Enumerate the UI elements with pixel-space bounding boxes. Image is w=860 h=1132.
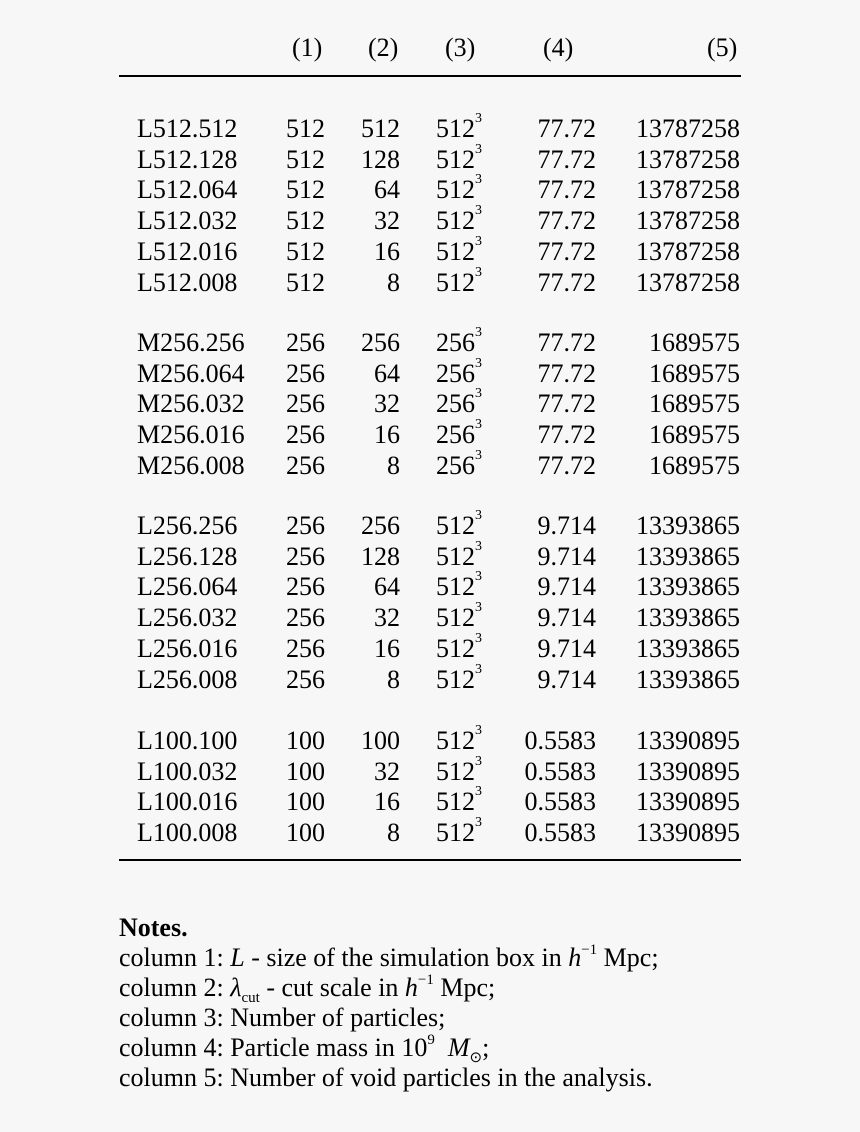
cell-void-particles: 13787258 xyxy=(636,267,740,297)
col-header-1: (1) xyxy=(292,33,323,62)
cell-particles: $512^3$ xyxy=(436,630,482,663)
cell-particles: $512^3$ xyxy=(436,753,482,786)
cell-particle-mass: 9.714 xyxy=(537,664,596,694)
cell-void-particles: 1689575 xyxy=(649,328,740,357)
cell-box-size: 512 xyxy=(286,236,325,266)
cell-particle-mass: 77.72 xyxy=(537,450,596,480)
cell-box-size: 256 xyxy=(286,664,325,694)
cell-particles: $512^3$ xyxy=(436,111,482,143)
table-row xyxy=(0,723,860,757)
note-column-1: column 1: L - size of the simulation box in $h^{-1}$ Mpc; xyxy=(119,942,659,972)
cell-box-size: 256 xyxy=(286,633,325,663)
cell-cut-scale: 32 xyxy=(374,603,400,633)
cell-name: L256.256 xyxy=(137,511,238,540)
cell-box-size: 256 xyxy=(286,328,325,357)
cell-name: L512.016 xyxy=(137,236,238,266)
cell-name: L256.016 xyxy=(137,633,238,663)
cell-void-particles: 13393865 xyxy=(636,664,740,694)
cell-box-size: 256 xyxy=(286,358,325,388)
cell-box-size: 256 xyxy=(286,603,325,633)
cell-particle-mass: 77.72 xyxy=(537,236,596,266)
cell-box-size: 100 xyxy=(286,726,325,755)
cell-particles: $512^3$ xyxy=(436,815,482,848)
cell-name: L100.016 xyxy=(137,787,238,817)
cell-void-particles: 13393865 xyxy=(636,603,740,633)
cell-particle-mass: 77.72 xyxy=(537,144,596,174)
cell-particle-mass: 9.714 xyxy=(537,572,596,602)
cell-void-particles: 13393865 xyxy=(636,511,740,540)
cell-void-particles: 13393865 xyxy=(636,572,740,602)
cell-particles: $256^3$ xyxy=(436,447,482,480)
cell-box-size: 512 xyxy=(286,175,325,205)
cell-name: L100.032 xyxy=(137,756,238,786)
cell-particles: $512^3$ xyxy=(436,141,482,174)
cell-void-particles: 13787258 xyxy=(636,236,740,266)
cell-cut-scale: 256 xyxy=(361,328,400,357)
cell-particle-mass: 77.72 xyxy=(537,267,596,297)
cell-cut-scale: 64 xyxy=(374,358,400,388)
cell-cut-scale: 8 xyxy=(387,450,400,480)
cell-box-size: 512 xyxy=(286,267,325,297)
cell-particles: $512^3$ xyxy=(436,661,482,694)
table-row xyxy=(0,784,860,818)
cell-name: M256.016 xyxy=(137,420,245,450)
cell-particles: $512^3$ xyxy=(436,264,482,297)
cell-cut-scale: 64 xyxy=(374,175,400,205)
table-row xyxy=(0,386,860,420)
cell-name: L256.032 xyxy=(137,603,238,633)
cell-name: M256.008 xyxy=(137,450,245,480)
table-row xyxy=(0,538,860,573)
cell-cut-scale: 32 xyxy=(374,756,400,786)
col-header-3: (3) xyxy=(445,33,476,62)
cell-cut-scale: 128 xyxy=(361,541,400,571)
cell-particle-mass: 77.72 xyxy=(537,206,596,236)
bottom-rule xyxy=(119,859,741,861)
cell-cut-scale: 100 xyxy=(361,726,400,755)
col-header-5: (5) xyxy=(707,33,738,62)
cell-void-particles: 13390895 xyxy=(636,726,740,755)
cell-void-particles: 13390895 xyxy=(636,818,740,848)
cell-cut-scale: 8 xyxy=(387,818,400,848)
cell-particles: $256^3$ xyxy=(436,355,482,388)
table-row xyxy=(0,203,860,237)
cell-particle-mass: 77.72 xyxy=(537,114,596,143)
table-row xyxy=(0,233,860,268)
cell-particles: $512^3$ xyxy=(436,538,482,571)
cell-void-particles: 1689575 xyxy=(649,450,740,480)
cell-void-particles: 13787258 xyxy=(636,175,740,205)
table-row xyxy=(0,630,860,665)
cell-particle-mass: 9.714 xyxy=(537,603,596,633)
cell-box-size: 100 xyxy=(286,756,325,786)
cell-name: M256.256 xyxy=(137,328,245,357)
cell-particles: $512^3$ xyxy=(436,203,482,236)
cell-cut-scale: 16 xyxy=(374,420,400,450)
cell-void-particles: 13393865 xyxy=(636,633,740,663)
cell-void-particles: 13390895 xyxy=(636,787,740,817)
cell-box-size: 256 xyxy=(286,541,325,571)
cell-particle-mass: 0.5583 xyxy=(524,818,596,848)
cell-void-particles: 13393865 xyxy=(636,541,740,571)
cell-cut-scale: 8 xyxy=(387,267,400,297)
table-row xyxy=(0,753,860,788)
cell-cut-scale: 16 xyxy=(374,236,400,266)
cell-particle-mass: 0.5583 xyxy=(524,787,596,817)
cell-particle-mass: 77.72 xyxy=(537,420,596,450)
top-rule xyxy=(119,75,741,77)
table-row xyxy=(0,447,860,482)
cell-particle-mass: 77.72 xyxy=(537,358,596,388)
cell-box-size: 256 xyxy=(286,420,325,450)
cell-name: L512.032 xyxy=(137,206,238,236)
cell-particles: $512^3$ xyxy=(436,569,482,602)
cell-cut-scale: 128 xyxy=(361,144,400,174)
cell-name: L512.064 xyxy=(137,175,238,205)
cell-void-particles: 1689575 xyxy=(649,358,740,388)
cell-particle-mass: 0.5583 xyxy=(524,726,596,755)
cell-box-size: 100 xyxy=(286,818,325,848)
cell-particle-mass: 0.5583 xyxy=(524,756,596,786)
note-column-3: column 3: Number of particles; xyxy=(119,1003,446,1032)
cell-void-particles: 13787258 xyxy=(636,144,740,174)
table-row xyxy=(0,355,860,390)
notes-title: Notes. xyxy=(119,913,188,942)
cell-particles: $512^3$ xyxy=(436,172,482,205)
cell-cut-scale: 8 xyxy=(387,664,400,694)
cell-name: L256.008 xyxy=(137,664,238,694)
cell-particles: $256^3$ xyxy=(436,325,482,357)
cell-box-size: 100 xyxy=(286,787,325,817)
table-notes xyxy=(119,913,659,1093)
cell-name: M256.064 xyxy=(137,358,245,388)
table-row xyxy=(0,661,860,696)
cell-box-size: 256 xyxy=(286,511,325,540)
cell-box-size: 512 xyxy=(286,206,325,236)
cell-box-size: 256 xyxy=(286,389,325,419)
table-row xyxy=(0,141,860,176)
cell-name: L256.064 xyxy=(137,572,238,602)
cell-cut-scale: 64 xyxy=(374,572,400,602)
cell-particle-mass: 9.714 xyxy=(537,511,596,540)
cell-cut-scale: 16 xyxy=(374,633,400,663)
table-row xyxy=(0,569,860,603)
cell-void-particles: 1689575 xyxy=(649,420,740,450)
table-row xyxy=(0,172,860,206)
cell-box-size: 256 xyxy=(286,450,325,480)
cell-void-particles: 1689575 xyxy=(649,389,740,419)
cell-cut-scale: 16 xyxy=(374,787,400,817)
cell-name: M256.032 xyxy=(137,389,245,419)
cell-name: L512.008 xyxy=(137,267,238,297)
table-row xyxy=(0,417,860,451)
note-column-5: column 5: Number of void particles in the analysis. xyxy=(119,1063,653,1092)
cell-particle-mass: 77.72 xyxy=(537,328,596,357)
cell-cut-scale: 32 xyxy=(374,389,400,419)
cell-cut-scale: 32 xyxy=(374,206,400,236)
cell-particles: $512^3$ xyxy=(436,508,482,540)
cell-box-size: 512 xyxy=(286,114,325,143)
cell-name: L100.008 xyxy=(137,818,238,848)
cell-particles: $512^3$ xyxy=(436,233,482,266)
cell-particles: $256^3$ xyxy=(436,386,482,419)
cell-particles: $512^3$ xyxy=(436,600,482,633)
cell-particle-mass: 77.72 xyxy=(537,389,596,419)
cell-box-size: 512 xyxy=(286,144,325,174)
cell-void-particles: 13390895 xyxy=(636,756,740,786)
table-row xyxy=(0,264,860,299)
cell-particle-mass: 9.714 xyxy=(537,633,596,663)
table-row xyxy=(0,325,860,359)
table-row xyxy=(0,815,860,849)
cell-void-particles: 13787258 xyxy=(636,206,740,236)
cell-cut-scale: 512 xyxy=(361,114,400,143)
cell-name: L512.128 xyxy=(137,144,238,174)
col-header-4: (4) xyxy=(543,33,574,62)
cell-particles: $512^3$ xyxy=(436,723,482,755)
cell-particle-mass: 9.714 xyxy=(537,541,596,571)
note-column-2: column 2: $\lambda_{cut}$ - cut scale in $h^{-1}$ Mpc; xyxy=(119,972,496,1006)
cell-name: L256.128 xyxy=(137,541,238,571)
cell-box-size: 256 xyxy=(286,572,325,602)
cell-particles: $256^3$ xyxy=(436,417,482,450)
table-row xyxy=(0,600,860,634)
table-row xyxy=(0,111,860,145)
cell-name: L512.512 xyxy=(137,114,238,143)
col-header-2: (2) xyxy=(368,33,399,62)
cell-name: L100.100 xyxy=(137,726,238,755)
note-column-4: column 4: Particle mass in $10^9$ $M_⊙$; xyxy=(119,1032,490,1066)
cell-void-particles: 13787258 xyxy=(636,114,740,143)
cell-particles: $512^3$ xyxy=(436,784,482,817)
table-row xyxy=(0,508,860,542)
cell-particle-mass: 77.72 xyxy=(537,175,596,205)
cell-cut-scale: 256 xyxy=(361,511,400,540)
